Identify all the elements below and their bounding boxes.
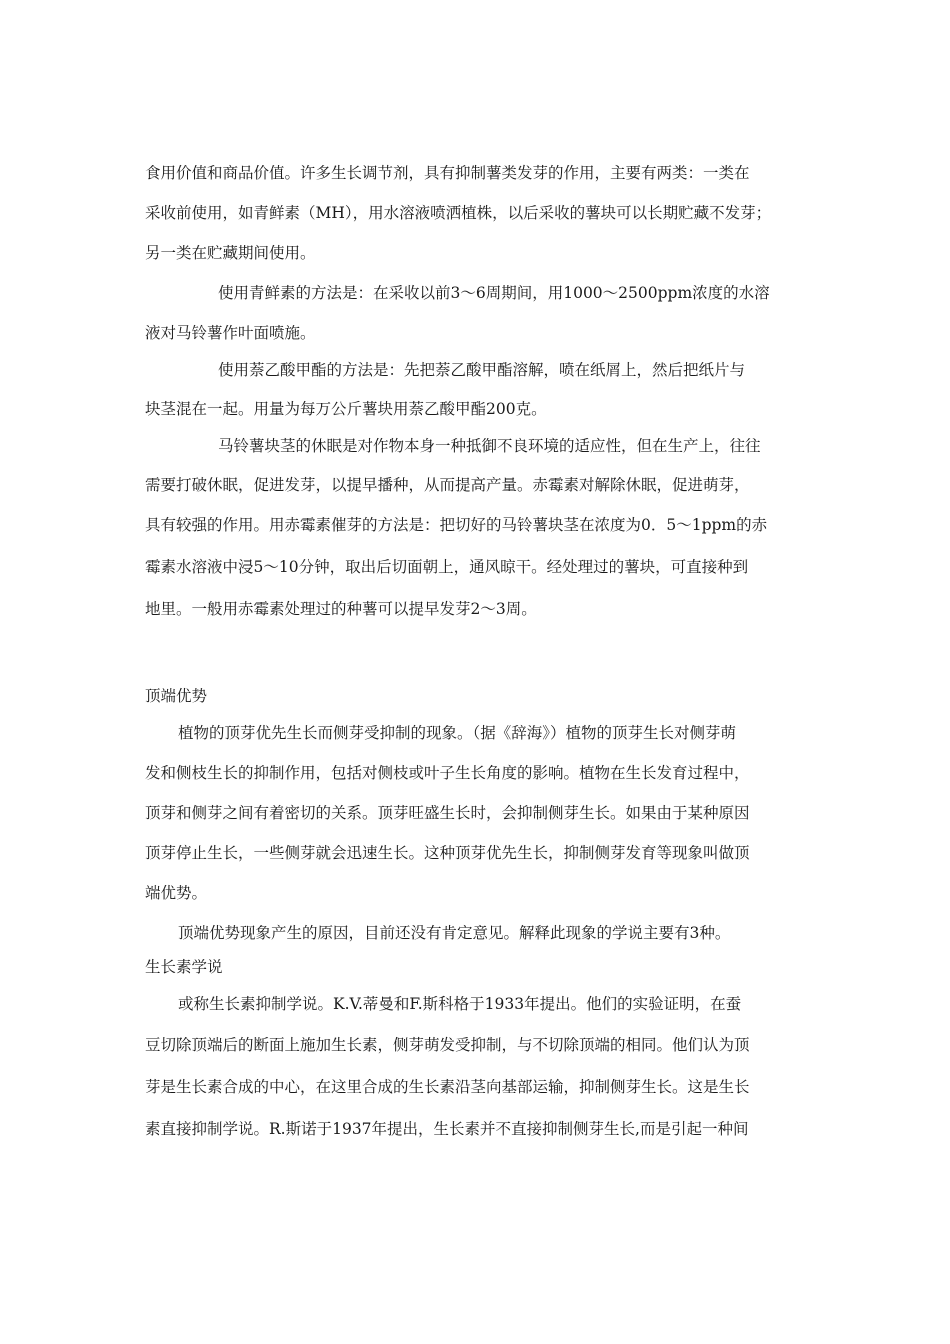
paragraph-line: 马铃薯块茎的休眠是对作物本身一种抵御不良环境的适应性，但在生产上，往往 <box>218 437 761 455</box>
paragraph-line: 食用价值和商品价值。许多生长调节剂，具有抑制薯类发芽的作用，主要有两类：一类在 <box>145 164 750 182</box>
section-heading: 顶端优势 <box>145 687 208 705</box>
paragraph-line: 具有较强的作用。用赤霉素催芽的方法是：把切好的马铃薯块茎在浓度为0．5～1ppm的赤 <box>145 516 768 534</box>
paragraph-line: 地里。一般用赤霉素处理过的种薯可以提早发芽2～3周。 <box>145 600 537 618</box>
paragraph-line: 顶端优势现象产生的原因，目前还没有肯定意见。解释此现象的学说主要有3种。 <box>178 924 731 942</box>
paragraph-line: 使用萘乙酸甲酯的方法是：先把萘乙酸甲酯溶解，喷在纸屑上，然后把纸片与 <box>218 361 746 379</box>
paragraph-line: 需要打破休眠，促进发芽，以提早播种，从而提高产量。赤霉素对解除休眠，促进萌芽， <box>145 476 750 494</box>
paragraph-line: 使用青鲜素的方法是：在采收以前3～6周期间，用1000～2500ppm浓度的水溶 <box>218 284 770 302</box>
paragraph-line: 顶芽和侧芽之间有着密切的关系。顶芽旺盛生长时，会抑制侧芽生长。如果由于某种原因 <box>145 804 750 822</box>
paragraph-line: 芽是生长素合成的中心，在这里合成的生长素沿茎向基部运输，抑制侧芽生长。这是生长 <box>145 1078 750 1096</box>
paragraph-line: 发和侧枝生长的抑制作用，包括对侧枝或叶子生长角度的影响。植物在生长发育过程中， <box>145 764 750 782</box>
paragraph-line: 采收前使用，如青鲜素（MH），用水溶液喷洒植株，以后采收的薯块可以长期贮藏不发芽； <box>145 204 772 222</box>
paragraph-line: 或称生长素抑制学说。K.V.蒂曼和F.斯科格于1933年提出。他们的实验证明，在蚕 <box>178 995 742 1013</box>
paragraph-line: 顶芽停止生长，一些侧芽就会迅速生长。这种顶芽优先生长，抑制侧芽发育等现象叫做顶 <box>145 844 750 862</box>
paragraph-line: 植物的顶芽优先生长而侧芽受抑制的现象。（据《辞海》）植物的顶芽生长对侧芽萌 <box>178 724 737 742</box>
paragraph-line: 液对马铃薯作叶面喷施。 <box>145 324 316 342</box>
paragraph-line: 霉素水溶液中浸5～10分钟，取出后切面朝上，通风晾干。经处理过的薯块，可直接种到 <box>145 558 749 576</box>
paragraph-line: 豆切除顶端后的断面上施加生长素，侧芽萌发受抑制，与不切除顶端的相同。他们认为顶 <box>145 1036 750 1054</box>
paragraph-line: 块茎混在一起。用量为每万公斤薯块用萘乙酸甲酯200克。 <box>145 400 547 418</box>
paragraph-line: 素直接抑制学说。R.斯诺于1937年提出，生长素并不直接抑制侧芽生长,而是引起一种间 <box>145 1120 749 1138</box>
paragraph-line: 另一类在贮藏期间使用。 <box>145 244 316 262</box>
section-heading: 生长素学说 <box>145 958 223 976</box>
paragraph-line: 端优势。 <box>145 884 208 902</box>
